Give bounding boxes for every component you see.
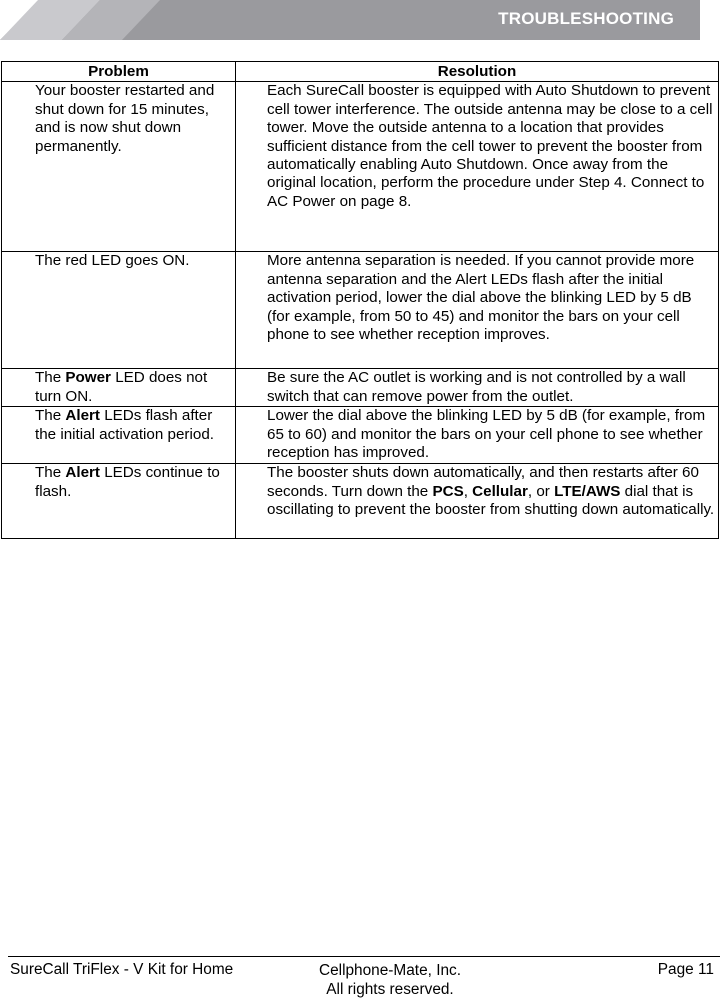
troubleshooting-table	[1, 61, 719, 539]
footer-copyright	[310, 961, 470, 999]
column-header-resolution: Resolution	[236, 62, 719, 82]
resolution-cell: The booster shuts down automatically, and then restarts after 60 seconds. Turn down the PCS, Cellular, or LTE/AWS dial that is oscillating to prevent the booster from shutting down automatically.	[236, 464, 719, 539]
header-title: TROUBLESHOOTING	[498, 9, 674, 28]
problem-cell: The Power LED does not turn ON.	[2, 369, 236, 407]
table-row	[2, 407, 719, 464]
resolution-cell: Lower the dial above the blinking LED by 5 dB (for example, from 65 to 60) and monitor the bars on your cell phone to see whether reception has improved.	[236, 407, 719, 464]
resolution-cell: Each SureCall booster is equipped with Auto Shutdown to prevent cell tower interference. The outside antenna may be close to a cell tower. Move the outside antenna to a location that provides sufficient distance from the cell tower to prevent the booster from automatically enabling Auto Shutdown. Once away from the original location, perform the procedure under Step 4. Connect to AC Power on page 8.	[236, 82, 719, 252]
table-row	[2, 252, 719, 369]
footer-divider	[8, 956, 720, 957]
footer-page-number: Page 11	[657, 961, 714, 978]
table-header-row	[2, 62, 719, 82]
resolution-cell: Be sure the AC outlet is working and is not controlled by a wall switch that can remove power from the outlet.	[236, 369, 719, 407]
table-row	[2, 369, 719, 407]
footer-company: Cellphone-Mate, Inc.	[318, 962, 461, 979]
problem-cell: The red LED goes ON.	[2, 252, 236, 369]
problem-cell: The Alert LEDs continue to flash.	[2, 464, 236, 539]
footer-document-title: SureCall TriFlex - V Kit for Home	[10, 961, 234, 978]
table-row	[2, 82, 719, 252]
problem-cell: The Alert LEDs flash after the initial activation period.	[2, 407, 236, 464]
footer-rights: All rights reserved.	[326, 981, 454, 998]
resolution-cell: More antenna separation is needed. If you cannot provide more antenna separation and the Alert LEDs flash after the initial activation period, lower the dial above the blinking LED by 5 dB (for example, from 50 to 45) and monitor the bars on your cell phone to see whether reception improves.	[236, 252, 719, 369]
column-header-problem: Problem	[2, 62, 236, 82]
table-row	[2, 464, 719, 539]
problem-cell: Your booster restarted and shut down for 15 minutes, and is now shut down permanently.	[2, 82, 236, 252]
